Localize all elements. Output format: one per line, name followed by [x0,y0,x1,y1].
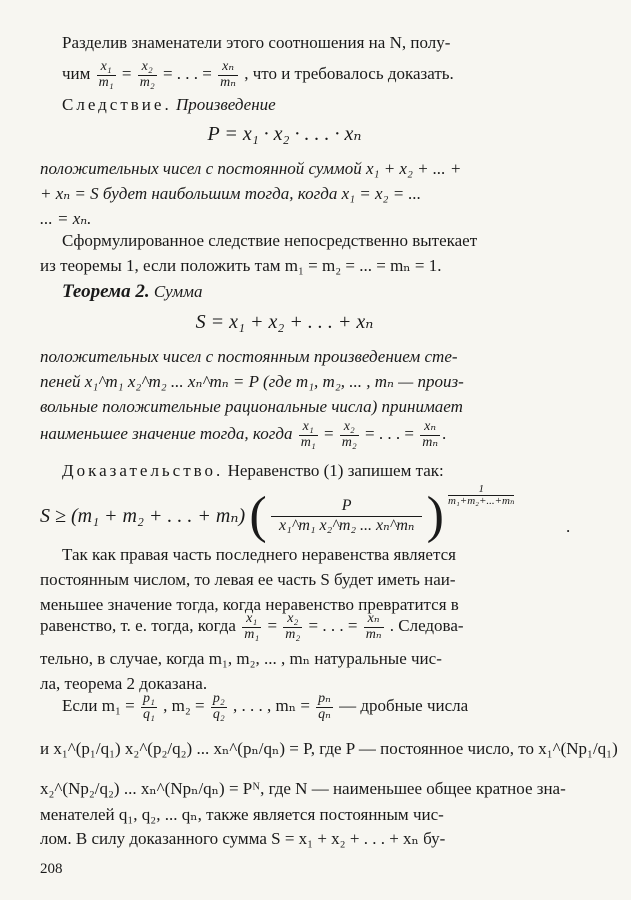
text-line: ... = xₙ. [40,209,92,228]
text-fragment: Сумма [153,282,203,301]
text-line: x₂^(Np₂/q₂) ... xₙ^(Npₙ/qₙ) = Pᴺ, где N — наименьшее общее кратное зна- [40,779,566,798]
fraction: $\frac{\text{xₙ}}{\text{mₙ}}$ [365,611,382,642]
fraction: $\frac{P}{\text{x₁\textasciicircum{}m₁ x₂\textasciicircum{}m₂ ... xₙ\textasciicircum{}mₙ}}$ [271,497,422,535]
fraction: $\frac{\text{p₁}}{\text{q₁}}$ [143,691,155,722]
proof-heading [62,462,631,479]
left-paren: ( [249,487,267,544]
fraction: $\frac{\text{x₂}}{\text{m₂}}$ [341,419,357,450]
fraction: $\frac{\text{x₂}}{\text{m₂}}$ [139,59,155,90]
text-fragment: — дробные числа [339,696,469,716]
text-fragment: , m₂ = [163,696,205,716]
equation-sum: S = x₁ + x₂ + . . . + xₙ [195,311,374,333]
operator: = [323,424,334,444]
theorem-label: Теорема 2. [62,281,150,302]
corollary-heading [62,96,631,113]
text-fragment: чим [62,64,91,84]
text-fragment: равенство, т. е. тогда, когда [40,616,236,636]
text-line: из теоремы 1, если положить там m₁ = m₂ = ... = mₙ = 1. [40,256,442,275]
text-fragment: Неравенство (1) запишем так: [227,461,444,480]
period: . [566,517,571,536]
operator: = [267,616,278,636]
operator: = . . . = [365,424,414,444]
fraction: $\frac{\text{xₙ}}{\text{mₙ}}$ [220,59,236,90]
text-line: + xₙ = S будет наибольшим тогда, когда x₁ = x₂ = ... [40,184,422,203]
text-line: лом. В силу доказанного сумма S = x₁ + x₂ + . . . + xₙ бу- [40,829,446,848]
right-paren: ) [426,487,444,544]
text-line: вольные положительные рациональные числа) принимает [40,397,463,416]
text-line: тельно, в случае, когда m₁, m₂, ... , mₙ натуральные чис- [40,649,442,668]
fraction: $\frac{\text{x₁}}{\text{m₁}}$ [98,59,114,90]
fraction: $\frac{\text{pₙ}}{\text{qₙ}}$ [318,691,331,722]
operator: = [121,64,132,84]
fraction: $\frac{\text{x₂}}{\text{m₂}}$ [285,611,301,642]
text-line: меньшее значение тогда, когда неравенство превратится в [40,595,459,614]
text-line: менателей q₁, q₂, ... qₙ, также является постоянным чис- [40,805,444,824]
exponent-fraction: 1 m₁+m₂+...+mₙ [448,483,515,507]
fraction: $\frac{\text{p₂}}{\text{q₂}}$ [212,691,225,722]
text-line: положительных чисел с постоянной суммой x₁ + x₂ + ... + [40,159,462,178]
page-number: 208 [40,861,63,877]
operator: = . . . = [162,64,212,84]
heading-label: Следствие. [62,95,172,114]
text-line: и x₁^(p₁/q₁) x₂^(p₂/q₂) ... xₙ^(pₙ/qₙ) = P, где P — постоянное число, то x₁^(Np₁/q₁) [40,739,618,758]
equation-product: P = x₁ · x₂ · . . . · xₙ [207,123,362,145]
fraction: $\frac{\text{x₁}}{\text{m₁}}$ [300,419,316,450]
heading-label: Доказательство. [62,461,224,480]
text-fragment: , . . . , mₙ = [233,696,310,716]
text-fragment: Произведение [175,95,276,114]
text-line: пеней x₁^m₁ x₂^m₂ ... xₙ^mₙ = P (где m₁, m₂, ... , mₙ — произ- [40,372,464,391]
text-line-with-fractions [62,60,631,90]
text-fragment: Если m₁ = [62,696,135,716]
theorem-heading [62,282,631,301]
text-line: положительных чисел с постоянным произведением сте- [40,347,458,366]
text-line-with-fractions [62,692,631,722]
fraction: $\frac{\text{x₁}}{\text{m₁}}$ [244,611,260,642]
text-line-with-fractions: наименьшее значение тогда, когда $\frac{\text{x₁}}{\text{m₁}}$ = $\frac{\text{x₂}}{\text{m₂}}$ = . . . = $\frac{\text{xₙ}}{\text{mₙ}}$ . [40,419,447,450]
text-fragment: . Следова- [389,616,464,636]
equation-left: S ≥ (m₁ + m₂ + . . . + mₙ) [40,505,246,527]
text-fragment: наименьшее значение тогда, когда [40,424,293,444]
operator: = . . . = [308,616,358,636]
fraction: $\frac{\text{xₙ}}{\text{mₙ}}$ [422,419,438,450]
text-line: Сформулированное следствие непосредственно вытекает [62,231,478,250]
text-line: постоянным числом, то левая ее часть S будет иметь наи- [40,570,456,589]
text-line: Так как правая часть последнего неравенства является [62,545,456,564]
text-line: Разделив знаменатели этого соотношения на N, полу- [62,33,451,52]
text-line: ла, теорема 2 доказана. [40,674,208,693]
text-fragment: , что и требовалось доказать. [244,64,454,84]
text-line-with-fractions [40,612,609,642]
